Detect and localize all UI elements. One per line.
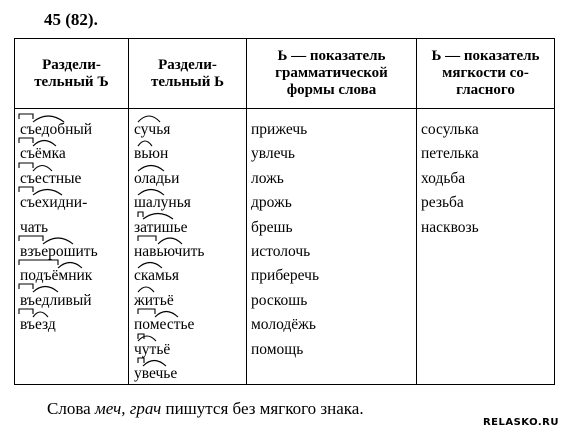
word-cell: ходьба — [421, 169, 466, 187]
word-cell: житьё — [134, 291, 174, 309]
column-grammatical-form — [246, 39, 416, 384]
word-cell: оладьи — [134, 169, 180, 187]
word-cell: ложь — [251, 169, 284, 187]
column-header — [417, 39, 554, 109]
word-cell: чутьё — [134, 340, 171, 358]
header-line: тельный Ь — [150, 73, 225, 90]
column-softness — [416, 39, 554, 384]
exercise-number: 45 (82). — [44, 10, 98, 29]
word-cell: въезд — [20, 316, 56, 334]
footer-text-end: пишутся без мягкого знака. — [161, 399, 364, 418]
footer-note — [47, 399, 364, 419]
column-header — [15, 39, 128, 109]
word-cell: затишье — [134, 218, 188, 236]
header-line: гласного — [456, 82, 515, 98]
header-line: формы слова — [286, 82, 377, 98]
word-cell: шалунья — [134, 194, 191, 212]
word-cell: роскошь — [251, 291, 308, 309]
header-line: мягкости со- — [442, 65, 529, 81]
word-cell: дрожь — [251, 194, 292, 212]
column-header — [247, 39, 416, 109]
word-cell: скамья — [134, 267, 180, 285]
word-cell: чать — [20, 218, 49, 236]
word-cell: навьючить — [134, 242, 205, 260]
word-cell: резьба — [421, 194, 464, 212]
word-cell: молодёжь — [251, 316, 316, 334]
word-cell: сучья — [134, 121, 171, 138]
word-cell: увечье — [134, 364, 178, 382]
footer-emphasis: меч, грач — [94, 399, 162, 418]
word-cell: насквозь — [421, 218, 479, 236]
word-cell: въедливый — [20, 291, 92, 309]
word-cell: истолочь — [251, 242, 311, 260]
header-line: Раздели- — [158, 56, 217, 73]
word-cell: съёмка — [20, 145, 66, 163]
word-cell: сосулька — [421, 121, 479, 138]
word-cell: съестные — [20, 169, 82, 187]
word-cell: прижечь — [251, 121, 308, 138]
word-cell: взъерошить — [20, 242, 98, 260]
word-cell: брешь — [251, 218, 293, 236]
header-line: Ь — показатель — [277, 48, 386, 64]
word-cell: подъёмник — [20, 267, 93, 285]
word-table — [14, 38, 555, 385]
column-soft-sign-separating — [128, 39, 246, 384]
word-cell: петелька — [421, 145, 479, 163]
footer-text-start: Слова — [47, 399, 95, 418]
word-cell: приберечь — [251, 267, 320, 285]
header-line: грамматической — [275, 65, 388, 81]
word-cell: вьюн — [134, 145, 169, 163]
header-line: тельный Ъ — [34, 73, 109, 90]
word-cell: помощь — [251, 340, 304, 358]
word-cell: съехидни- — [20, 194, 88, 212]
word-cell: поместье — [134, 316, 195, 334]
column-header — [129, 39, 246, 109]
word-cell: съедобный — [20, 121, 93, 138]
header-line: Ь — показатель — [431, 48, 540, 64]
column-hard-sign — [15, 39, 128, 384]
watermark: RELASKO.RU — [482, 417, 559, 428]
word-cell: увлечь — [251, 145, 295, 163]
header-line: Раздели- — [42, 56, 101, 73]
